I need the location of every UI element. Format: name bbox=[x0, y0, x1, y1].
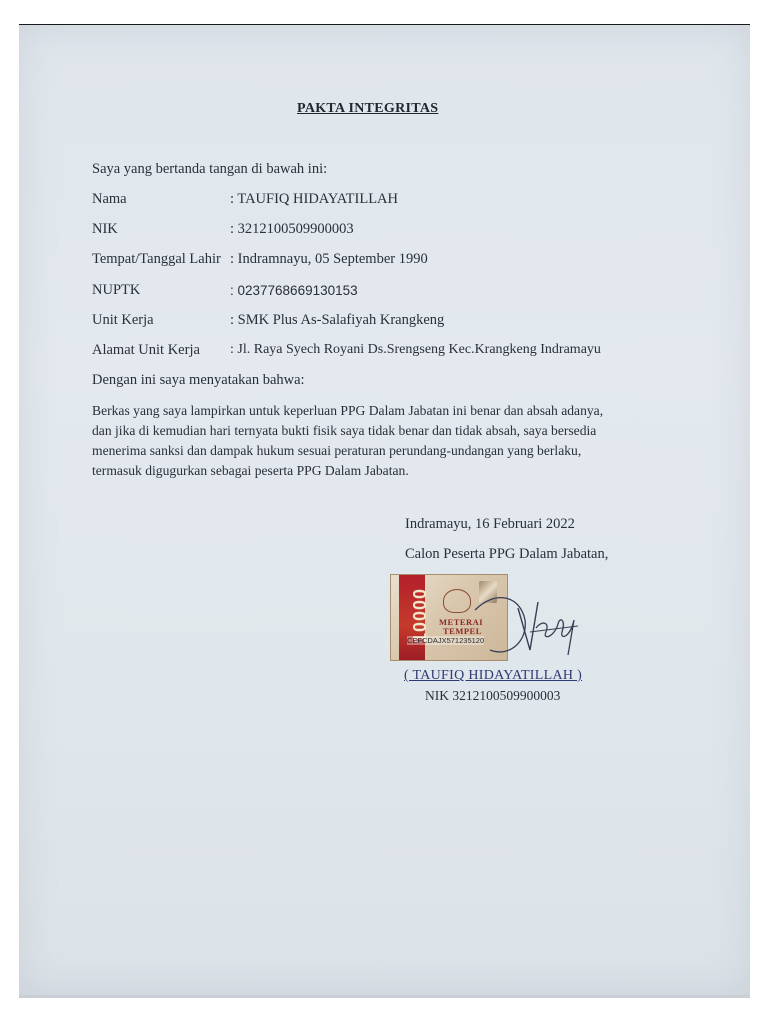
stamp-amount: 10000 bbox=[410, 587, 431, 644]
field-value-alamat: : Jl. Raya Syech Royani Ds.Srengseng Kec.Krangkeng Indramayu bbox=[230, 342, 601, 357]
intro-text: Saya yang bertanda tangan di bawah ini: bbox=[92, 161, 328, 177]
garuda-emblem-icon bbox=[443, 589, 471, 613]
statement-paragraph bbox=[92, 401, 672, 481]
field-value-unit-kerja: : SMK Plus As-Salafiyah Krangkeng bbox=[230, 312, 445, 328]
statement-intro: Dengan ini saya menyatakan bahwa: bbox=[92, 372, 305, 388]
statement-line: dan jika di kemudian hari ternyata bukti fisik saya tidak benar dan tidak absah, saya bersedia bbox=[92, 423, 597, 438]
field-value-nik: : 3212100509900003 bbox=[230, 221, 354, 237]
field-label-nuptk: NUPTK bbox=[92, 282, 141, 298]
statement-line: Berkas yang saya lampirkan untuk keperluan PPG Dalam Jabatan ini benar dan absah adanya, bbox=[92, 403, 604, 418]
place-date: Indramayu, 16 Februari 2022 bbox=[405, 516, 575, 532]
signatory-nik: NIK 3212100509900003 bbox=[425, 688, 561, 703]
field-value-ttl: : Indramnayu, 05 September 1990 bbox=[230, 251, 428, 267]
stamp-serial: CEFCDAJX571235120 bbox=[407, 636, 485, 645]
signatory-name: ( TAUFIQ HIDAYATILLAH ) bbox=[404, 668, 583, 683]
page-bottom-edge bbox=[19, 995, 750, 998]
signatory-role: Calon Peserta PPG Dalam Jabatan, bbox=[405, 546, 609, 562]
statement-line: menerima sanksi dan dampak hukum sesuai peraturan perundang-undangan yang berlaku, bbox=[92, 443, 582, 458]
field-label-nik: NIK bbox=[92, 221, 118, 237]
stamp-label-tempel: TEMPEL bbox=[443, 626, 482, 636]
field-value-nama: : TAUFIQ HIDAYATILLAH bbox=[230, 191, 399, 207]
field-label-nama: Nama bbox=[92, 191, 127, 207]
document-title: PAKTA INTEGRITAS bbox=[297, 101, 439, 116]
statement-line: termasuk digugurkan sebagai peserta PPG Dalam Jabatan. bbox=[92, 463, 409, 478]
handwritten-signature bbox=[470, 580, 590, 660]
stamp-label-meterai: METERAI bbox=[439, 617, 484, 627]
field-label-ttl: Tempat/Tanggal Lahir bbox=[92, 251, 221, 267]
field-value-nuptk: : 0237768669130153 bbox=[230, 283, 358, 298]
field-label-alamat: Alamat Unit Kerja bbox=[92, 342, 200, 358]
field-label-unit-kerja: Unit Kerja bbox=[92, 312, 154, 328]
